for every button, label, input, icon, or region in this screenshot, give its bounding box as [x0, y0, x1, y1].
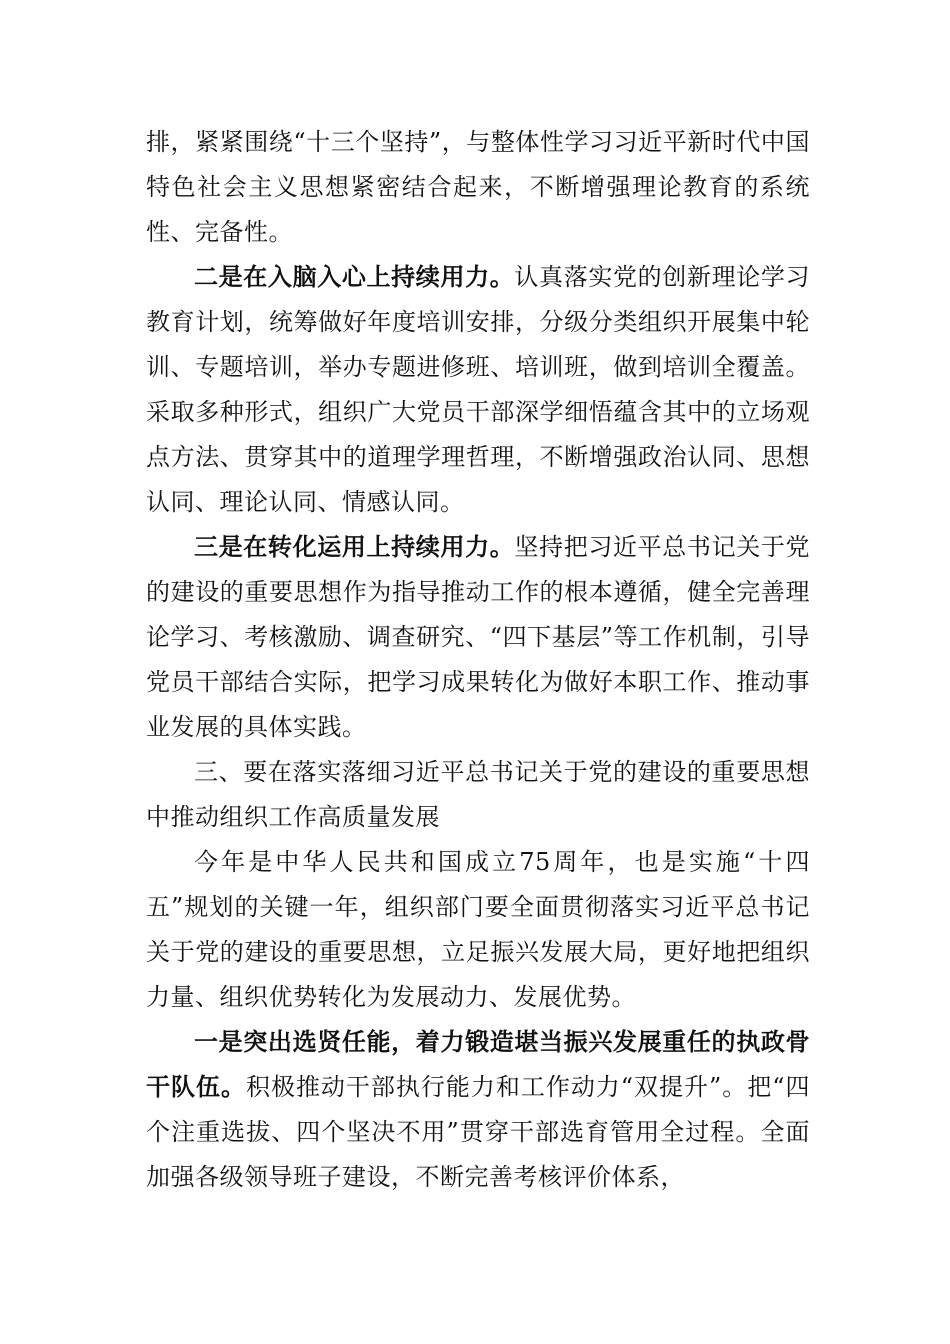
paragraph-text: 坚持把习近平总书记关于党的建设的重要思想作为指导推动工作的根本遵循，健全完善理论学习、考核激励、调查研究、“四下基层”等工作机制，引导党员干部结合实际，把学习成果转化为做好本职工作、推动事业发展的具体实践。: [146, 533, 811, 741]
paragraph-text: 今年是中华人民共和国成立75周年，也是实施“十四五”规划的关键一年，组织部门要全面贯彻落实习近平总书记关于党的建设的重要思想，立足振兴发展大局，更好地把组织力量、组织优势转化为发展动力、发展优势。: [146, 848, 810, 1011]
paragraph-continuation: [146, 120, 810, 255]
paragraph-point-one: [146, 1020, 810, 1200]
paragraph-point-two: [146, 255, 810, 525]
document-page: [146, 120, 810, 1200]
paragraph-intro: [146, 840, 810, 1020]
paragraph-text: 积极推动干部执行能力和工作动力“双提升”。把“四个注重选拔、四个坚决不用”贯穿干部选育管用全过程。全面加强各级领导班子建设，不断完善考核评价体系，: [146, 1073, 811, 1191]
paragraph-lead: 二是在入脑入心上持续用力。: [194, 263, 515, 291]
paragraph-point-three: [146, 525, 810, 750]
section-heading: 三、要在落实落细习近平总书记关于党的建设的重要思想中推动组织工作高质量发展: [146, 758, 810, 831]
paragraph-lead: 一是突出选贤任能，着力锻造堪当振兴发展重任的执政骨干队伍。: [146, 1028, 810, 1101]
paragraph-text: 认真落实党的创新理论学习教育计划，统筹做好年度培训安排，分级分类组织开展集中轮训、专题培训，举办专题进修班、培训班，做到培训全覆盖。采取多种形式，组织广大党员干部深学细悟蕴含其中的立场观点方法、贯穿其中的道理学理哲理，不断增强政治认同、思想认同、理论认同、情感认同。: [146, 263, 811, 516]
paragraph-lead: 三是在转化运用上持续用力。: [194, 533, 515, 561]
paragraph-text: 排，紧紧围绕“十三个坚持”，与整体性学习习近平新时代中国特色社会主义思想紧密结合起来，不断增强理论教育的系统性、完备性。: [146, 128, 810, 246]
